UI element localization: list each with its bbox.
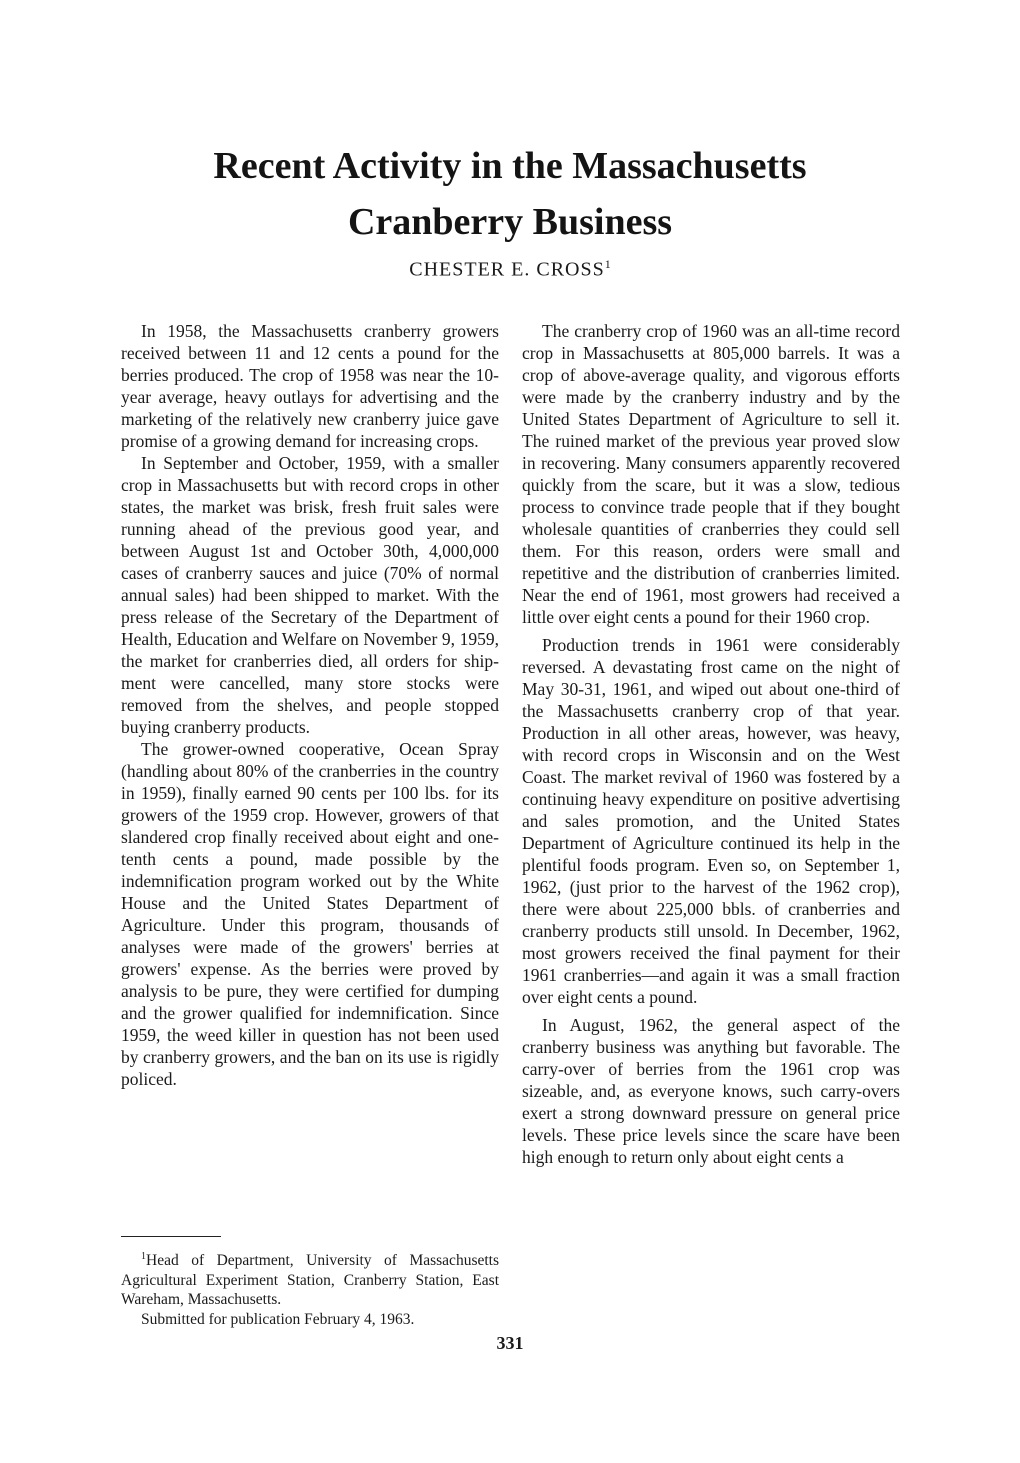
article-title-line-1: Recent Activity in the Massachusetts bbox=[213, 145, 807, 187]
article-title bbox=[0, 138, 1020, 250]
author-name: CHESTER E. CROSS bbox=[409, 258, 605, 281]
footnote-affiliation-text: Head of Department, University of Massachusetts Agricultural Experiment Station, Cranberry Station, East Wareham, Massachusetts. bbox=[121, 1252, 499, 1309]
paragraph-1958-prices: In 1958, the Massachusetts cranberry growers received between 11 and 12 cents a pound for the berries produced. The crop of 1958 was near the 10-year average, heavy outlays for advertising and the marketing of the relatively new cranberry juice gave promise of a growing demand for increasing crops. bbox=[121, 321, 499, 451]
paragraph-august-1962: In August, 1962, the general aspect of the cranberry business was anything but favorable. The carry-over of berries from the 1961 crop was sizeable, and, as everyone knows, such carry-overs exert a strong downward pressure on general price levels. These price levels since the scare have been high enough to return only about eight cents a bbox=[522, 1015, 900, 1167]
author-footnote-mark: 1 bbox=[604, 257, 611, 271]
paragraph-ocean-spray: The grower-owned cooperative, Ocean Spray (handling about 80% of the cranberries in the country in 1959), finally earned 90 cents per 100 lbs. for its growers of the 1959 crop. However, growers of that slandered crop finally received about eight and one-tenth cents a pound, made possible by the indemnification program worked out by the White House and the United States Department of Agriculture. Under this program, thousands of analyses were made of the growers' berries at growers' expense. As the berries were proved by analysis to be pure, they were certified for dumping and the grower qualified for indemnification. Since 1959, the weed killer in question has not been used by cranberry growers, and the ban on its use is rigidly policed. bbox=[121, 739, 499, 1089]
article-title-line-2: Cranberry Business bbox=[347, 201, 673, 243]
footnote-submitted: Submitted for publication February 4, 1963. bbox=[141, 1310, 415, 1328]
page-number: 331 bbox=[496, 1333, 524, 1353]
footnotes bbox=[121, 1236, 499, 1329]
footnote-mark: 1 bbox=[141, 1251, 146, 1262]
right-column bbox=[522, 320, 900, 1168]
paragraph-1960-crop: The cranberry crop of 1960 was an all-time record crop in Massachusetts at 805,000 barrels. It was a crop of above-average quality, and vigorous efforts were made by the cranberry industry and by the United States Department of Agriculture to sell it. The ruined market of the previous year proved slow in recovering. Many consumers apparently recovered quickly from the scare, but it was a slow, tedious process to convince trade people that if they bought wholesale quantities of cranberries they could sell them. For this reason, orders were small and repetitive and the distribution of cranberries limited. Near the end of 1961, most growers had received a little over eight cents a pound for their 1960 crop. bbox=[522, 321, 900, 627]
footnote-rule bbox=[121, 1236, 221, 1237]
left-column bbox=[121, 320, 499, 1090]
paragraph-1959-scare: In September and October, 1959, with a smaller crop in Massachusetts but with record crops in other states, the market was brisk, fresh fruit sales were running ahead of the previous good year, and between August 1st and October 30th, 4,000,000 cases of cranberry sauces and juice (70% of normal annual sales) had been shipped to market. With the press release of the Secretary of the Department of Health, Education and Welfare on November 9, 1959, the market for cranberries died, all orders for shipment were cancelled, many store stocks were removed from the shelves, and people stopped buying cranberry products. bbox=[121, 453, 499, 737]
paragraph-1961-production: Production trends in 1961 were considerably reversed. A devastating frost came on the night of May 30-31, 1961, and wiped out about one-third of the Massachusetts cranberry crop of that year. Production in all other areas, however, was heavy, with record crops in Wisconsin and on the West Coast. The market revival of 1960 was fostered by a continuing heavy expenditure on positive advertising and sales promotion, and the United States Department of Agriculture continued its help in the plentiful foods program. Even so, on September 1, 1962, (just prior to the harvest of the 1962 crop), there were about 225,000 bbls. of cranberries and cranberry products still unsold. In December, 1962, most growers received the final payment for their 1961 cranberries—and again it was a small fraction over eight cents a pound. bbox=[522, 635, 900, 1007]
footnote-affiliation bbox=[121, 1247, 499, 1310]
author-byline bbox=[0, 257, 1020, 282]
